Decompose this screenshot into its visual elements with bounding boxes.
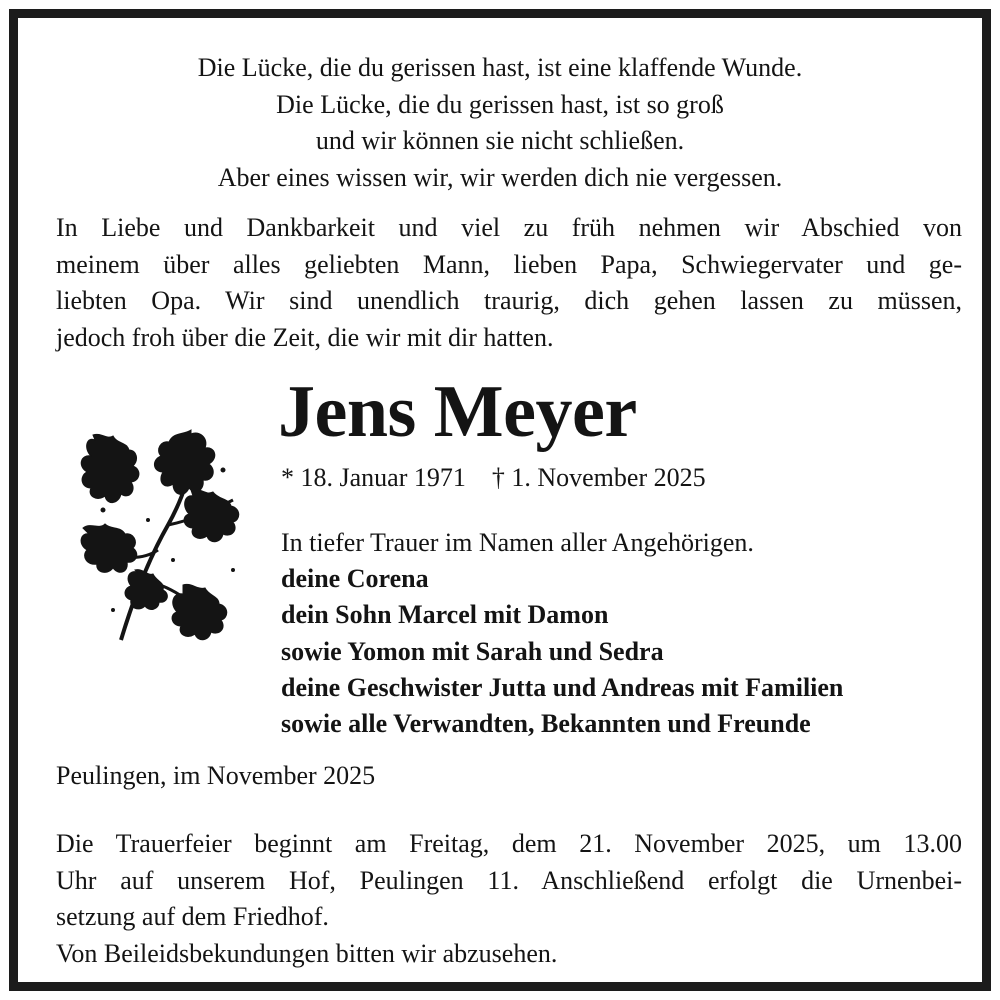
service-line: Von Beileidsbekundungen bitten wir abzusehen.	[56, 938, 558, 968]
place-date: Peulingen, im November 2025	[56, 761, 376, 790]
oak-leaf-icon	[73, 410, 248, 655]
mourner-line: deine Corena	[281, 564, 429, 594]
mourners-intro: In tiefer Trauer im Namen aller Angehörigen.	[281, 528, 754, 557]
intro-line: liebten Opa. Wir sind unendlich traurig, dich gehen lassen zu müssen,	[56, 286, 962, 315]
intro-line: In Liebe und Dankbarkeit und viel zu früh nehmen wir Abschied von	[56, 213, 962, 242]
poem-line: Die Lücke, die du gerissen hast, ist so groß	[276, 89, 724, 119]
life-dates	[281, 463, 706, 493]
intro-line: meinem über alles geliebten Mann, lieben Papa, Schwiegervater und ge-	[56, 249, 962, 279]
intro-paragraph	[56, 210, 962, 356]
intro-line: jedoch froh über die Zeit, die wir mit dir hatten.	[56, 322, 554, 352]
poem-line: Die Lücke, die du gerissen hast, ist eine klaffende Wunde.	[197, 53, 803, 82]
service-line: Uhr auf unserem Hof, Peulingen 11. Anschließend erfolgt die Urnenbei-	[56, 865, 962, 895]
mourner-line: deine Geschwister Jutta und Andreas mit Familien	[281, 672, 844, 702]
mourner-line: dein Sohn Marcel mit Damon	[281, 600, 609, 630]
mourners-list	[281, 525, 843, 742]
service-info	[56, 826, 962, 972]
mourner-line: sowie Yomon mit Sarah und Sedra	[281, 636, 664, 666]
poem	[18, 50, 982, 196]
death-date: † 1. November 2025	[491, 463, 706, 492]
birth-date: * 18. Januar 1971	[281, 463, 466, 492]
service-line: Die Trauerfeier beginnt am Freitag, dem 21. November 2025, um 13.00	[56, 829, 962, 858]
poem-line: Aber eines wissen wir, wir werden dich nie vergessen.	[217, 162, 783, 192]
service-line: setzung auf dem Friedhof.	[56, 902, 329, 931]
obituary-notice	[9, 9, 991, 991]
poem-line: und wir können sie nicht schließen.	[315, 126, 685, 155]
deceased-name: Jens Meyer	[278, 371, 637, 453]
mourner-line: sowie alle Verwandten, Bekannten und Freunde	[281, 709, 811, 739]
